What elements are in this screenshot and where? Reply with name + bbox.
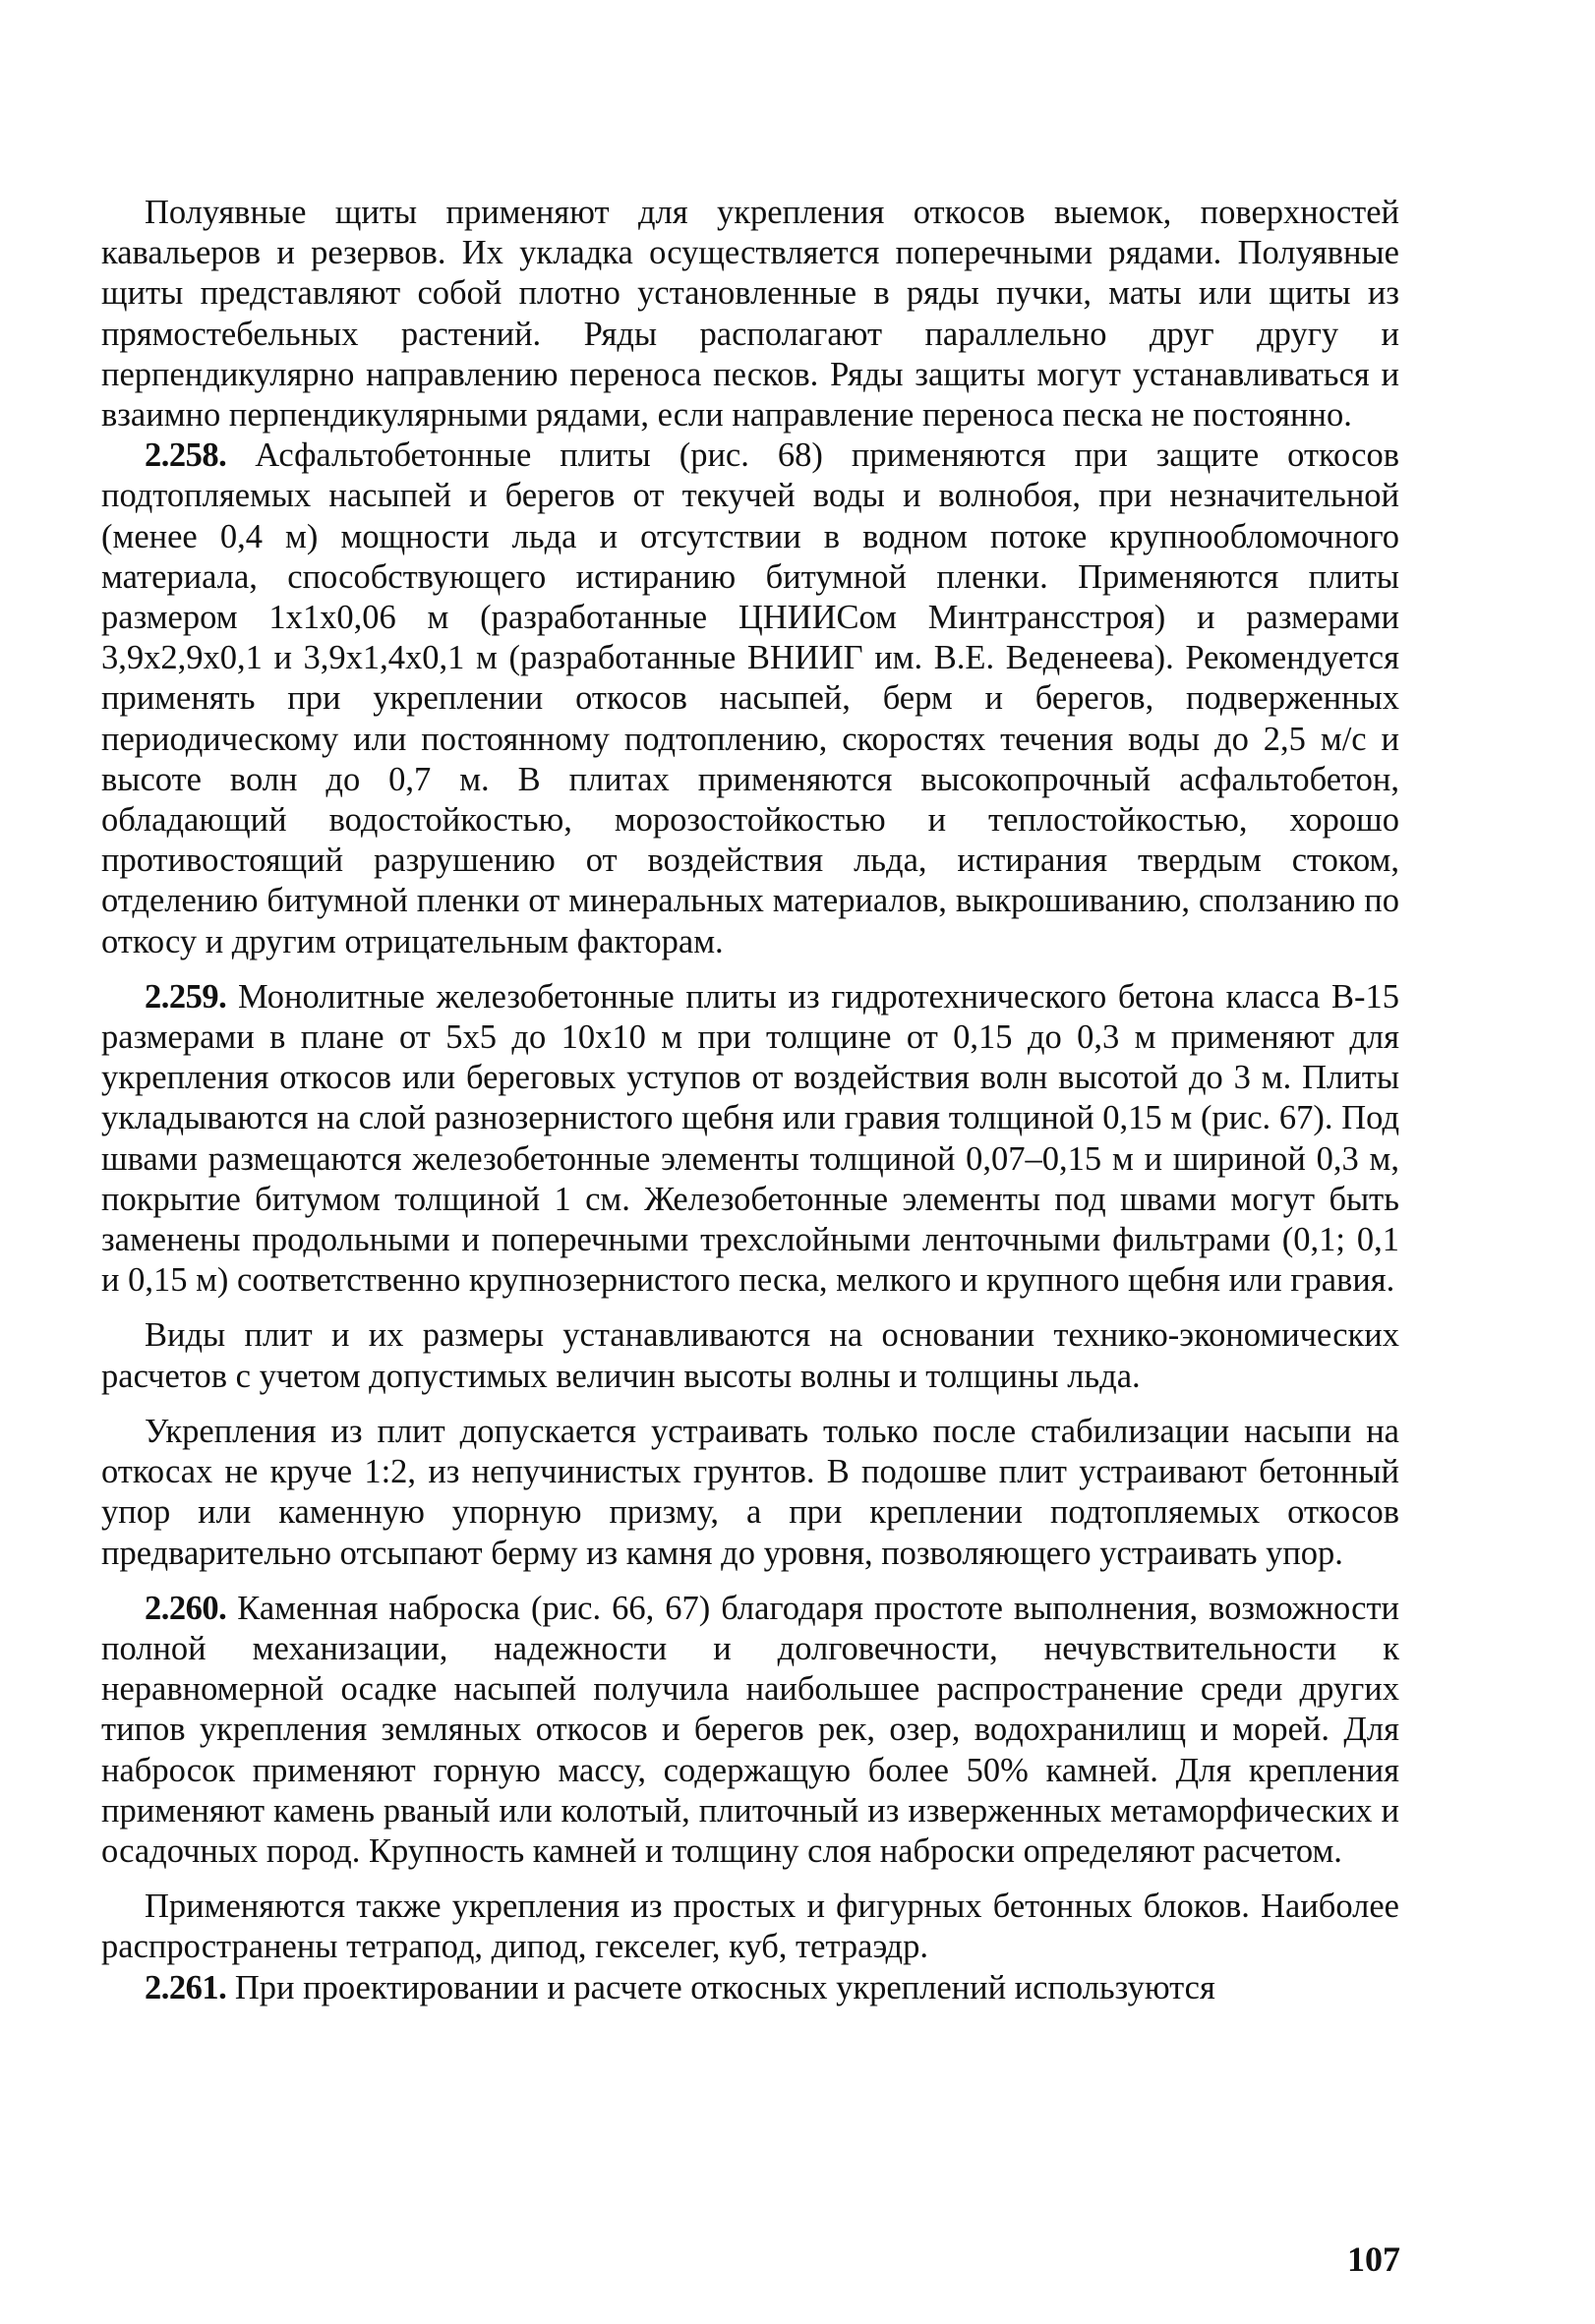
- section-number: 2.258.: [145, 436, 227, 475]
- paragraph-2-258: [101, 436, 1399, 962]
- section-number: 2.261.: [145, 1968, 227, 2006]
- paragraph-plates-installation: [101, 1412, 1399, 1574]
- page-number: 107: [1347, 2239, 1400, 2279]
- paragraph-2-259: [101, 977, 1399, 1302]
- paragraph-text: При проектировании и расчете откосных укреплений используются: [234, 1968, 1215, 2006]
- paragraph-2-261: [101, 1968, 1399, 2008]
- section-number: 2.260.: [145, 1589, 227, 1627]
- paragraph-text: Монолитные железобетонные плиты из гидротехнического бетона класса В-15 размерами в плане от 5х5 до 10х10 м при толщине от 0,15 до 0,3 м применяют для укрепления откосов или береговых уступов от воздействия волн высотой до 3 м. Плиты укладываются на слой разнозернистого щебня или гравия толщиной 0,15 м (рис. 67). Под швами размещаются железобетонные элементы толщиной 0,07–0,15 м и шириной 0,3 м, покрытие битумом толщиной 1 см. Железобетонные элементы под швами могут быть заменены продольными и поперечными трехслойными ленточными фильтрами (0,1; 0,1 и 0,15 м) соответственно крупнозернистого песка, мелкого и крупного щебня или гравия.: [101, 977, 1400, 1300]
- paragraph-text: Полуявные щиты применяют для укрепления откосов выемок, поверхностей кавальеров и резервов. Их укладка осуществляется поперечными рядами. Полуявные щиты представляют собой плотно установленные в ряды пучки, маты или щиты из прямостебельных растений. Ряды располагают параллельно друг другу и перпендикулярно направлению переноса песков. Ряды защиты могут устанавливаться и взаимно перпендикулярными рядами, если направление переноса песка не постоянно.: [101, 194, 1399, 435]
- paragraph-2-260: [101, 1589, 1399, 1872]
- paragraph-text: Каменная наброска (рис. 66, 67) благодаря простоте выполнения, возможности полной механизации, надежности и долговечности, нечувствительности к неравномерной осадке насыпей получила наибольшее распространение среди других типов укрепления земляных откосов и берегов рек, озер, водохранилищ и морей. Для набросок применяют горную массу, содержащую более 50% камней. Для крепления применяют камень рваный или колотый, плиточный из изверженных метаморфических и осадочных пород. Крупность камней и толщину слоя наброски определяют расчетом.: [101, 1589, 1399, 1870]
- paragraph-1: [101, 193, 1399, 436]
- section-number: 2.259.: [145, 977, 227, 1016]
- paragraph-plates-types: [101, 1315, 1399, 1396]
- paragraph-text: Укрепления из плит допускается устраивать только после стабилизации насыпи на откосах не круче 1:2, из непучинистых грунтов. В подошве плит устраивают бетонный упор или каменную упорную призму, а при креплении подтопляемых откосов предварительно отсыпают берму из камня до уровня, позволяющего устраивать упор.: [101, 1412, 1399, 1572]
- page-text: [101, 193, 1399, 2008]
- paragraph-text: Виды плит и их размеры устанавливаются на основании технико-экономических расчетов с учетом допустимых величин высоты волны и толщины льда.: [101, 1316, 1399, 1395]
- paragraph-text: Асфальтобетонные плиты (рис. 68) применяются при защите откосов подтопляемых насыпей и берегов от текучей воды и волнобоя, при незначительной (менее 0,4 м) мощности льда и отсутствии в водном потоке крупнообломочного материала, способствующего истиранию битумной пленки. Применяются плиты размером 1х1х0,06 м (разработанные ЦНИИСом Минтрансстроя) и размерами 3,9х2,9х0,1 и 3,9х1,4х0,1 м (разработанные ВНИИГ им. В.Е. Веденеева). Рекомендуется применять при укреплении откосов насыпей, берм и берегов, подверженных периодическому или постоянному подтоплению, скоростях течения воды до 2,5 м/с и высоте волн до 0,7 м. В плитах применяются высокопрочный асфальтобетон, обладающий водостойкостью, морозостойкостью и теплостойкостью, хорошо противостоящий разрушению от воздействия льда, истирания твердым стоком, отделению битумной пленки от минеральных материалов, выкрошиванию, сползанию по откосу и другим отрицательным факторам.: [101, 436, 1399, 960]
- paragraph-text: Применяются также укрепления из простых и фигурных бетонных блоков. Наиболее распространены тетрапод, дипод, гекселег, куб, тетраэдр.: [101, 1888, 1399, 1966]
- paragraph-concrete-blocks: [101, 1887, 1399, 1967]
